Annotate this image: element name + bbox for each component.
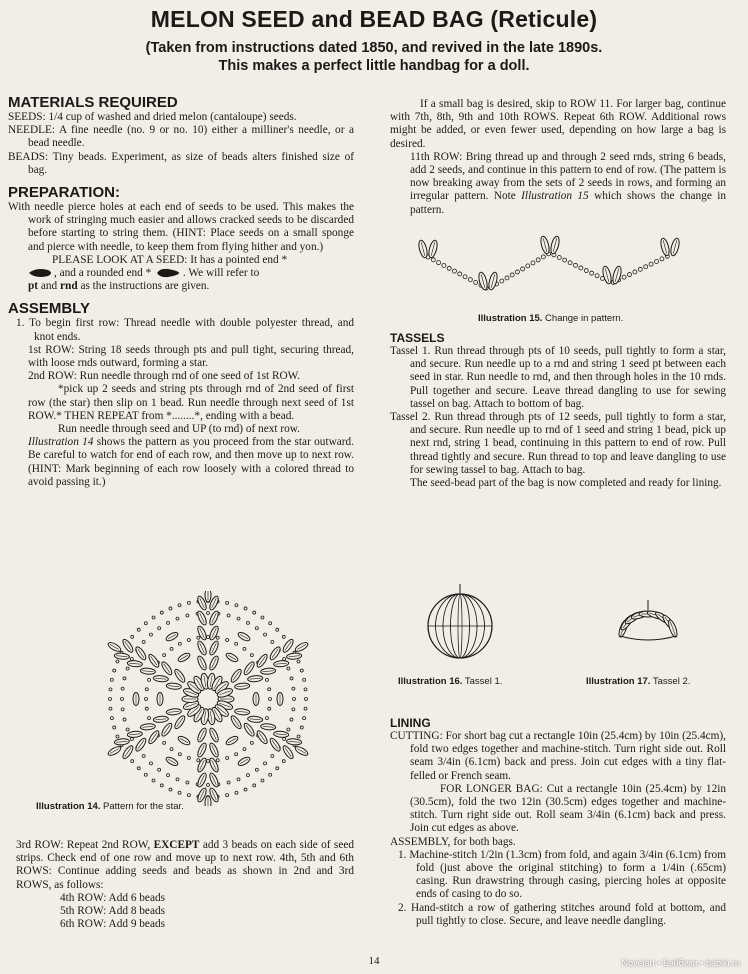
page-title: MELON SEED and BEAD BAG (Reticule)	[150, 6, 598, 32]
left-column	[8, 94, 355, 931]
illustration-14-caption: Illustration 14. Pattern for the star.	[36, 801, 184, 812]
materials-seeds: SEEDS: 1/4 cup of washed and dried melon (cantaloupe) seeds.	[8, 111, 297, 123]
star-pattern-drawing	[98, 591, 318, 806]
row5-item: 5th ROW: Add 8 beads	[60, 905, 166, 918]
lining-step-2: 2. Hand-stitch a row of gathering stitches around fold at bottom, and pull tightly to close. Secure, and leave needle dangling.	[398, 901, 726, 927]
lining-heading: LINING	[390, 716, 431, 730]
tassel-2-drawing	[612, 600, 684, 644]
seed-icon	[154, 268, 180, 278]
assembly-row-2c: Run needle through seed and UP (to rnd) of next row.	[58, 423, 300, 436]
illustration-17	[612, 600, 684, 644]
illustration-14	[98, 591, 318, 806]
tassel-2-text: Tassel 2. Run thread through pts of 12 seeds, pull tightly to form a star, and secure. Run needle up to rnd of 1 seed and string 1 bead, pick up next rnd, string 1 bead, continuing in this pattern to end of row. Pull thread tightly and secure. Run thread to top and leave dangling to use for sewing tassel to bag. Attach to bag.	[390, 411, 726, 476]
tassel-1-text: Tassel 1. Run thread through pts of 10 seeds, pull tightly to form a star, and secure. Run needle up to a rnd and string 1 seed pt between each seed in star. Run needle to rnd, and then through holes in the 10 rnds. Pull together and secure. Leave thread dangling to use for sewing tassel on bag. Attach to bottom of bag.	[390, 345, 726, 410]
subtitle-line-1: (Taken from instructions dated 1850, and revived in the late 1890s.	[145, 40, 603, 56]
illustration-16	[420, 582, 500, 662]
subtitle-line-2: This makes a perfect little handbag for a doll.	[218, 58, 530, 74]
materials-heading: MATERIALS REQUIRED	[8, 94, 178, 111]
tassels-heading: TASSELS	[390, 331, 445, 345]
illustration-16-caption: Illustration 16. Tassel 1.	[398, 676, 503, 687]
lining-step-1: 1. Machine-stitch 1/2in (1.3cm) from fold, and again 3/4in (6.1cm) from fold (just above the original stitching) to form a 1/4in (.65cm) casing. Run drawstring through casing, piercing holes at opposite ends of casing to do so.	[398, 848, 726, 901]
lining-cutting: CUTTING: For short bag cut a rectangle 10in (25.4cm) by 10in (25.4cm), fold two edges together and machine-stitch. Turn right side out. Roll seam 3/4in (6.1cm) back and press. Join cut edges with a tiny flat-felled or French seam.	[390, 730, 726, 782]
watermark: Novelart • Бэйбики • babiki.ru	[621, 958, 740, 968]
lining-assembly: ASSEMBLY, for both bags.	[390, 835, 516, 848]
lining-section	[390, 716, 726, 928]
tassels-complete-text: The seed-bead part of the bag is now completed and ready for lining.	[410, 477, 722, 490]
row4-item: 4th ROW: Add 6 beads	[60, 891, 166, 904]
preparation-seed-note: PLEASE LOOK AT A SEED: It has a pointed end * , and a rounded end * . We will refer to pt and rnd as the instructions are given.	[28, 253, 288, 293]
row-options-text: If a small bag is desired, skip to ROW 11. For larger bag, continue with 7th, 8th, 9th and 10th ROWS. Repeat 6th ROW. Additional rows might be added, or even fewer used, depending on how large a bag is desired.	[390, 98, 726, 150]
tassel-1-drawing	[420, 582, 500, 662]
assembly-step-1: 1. To begin first row: Thread needle with double polyester thread, and knot ends.	[16, 317, 354, 343]
illustration-15-caption: Illustration 15. Change in pattern.	[478, 313, 624, 324]
row3-text: 3rd ROW: Repeat 2nd ROW, EXCEPT add 3 beads on each side of seed strips. Check end of one row and move up to next row. 4th, 5th and 6th ROWS: Continue adding seeds and beads as shown in 2nd and 3rd ROWS, as follows:	[16, 839, 355, 891]
lining-longer: FOR LONGER BAG: Cut a rectangle 10in (25.4cm) by 12in (30.5cm), fold the two 12in (30.5cm) edges together and machine-stitch. Turn right side out. Roll seam 3/4in (6.1cm) back and press. Join cut edges as above.	[410, 782, 726, 835]
page-number: 14	[368, 955, 380, 967]
right-column	[390, 98, 726, 217]
illustration-17-caption: Illustration 17. Tassel 2.	[586, 676, 691, 687]
row6-item: 6th ROW: Add 9 beads	[60, 918, 166, 931]
page-subtitle	[0, 39, 748, 75]
pattern-change-drawing	[400, 225, 700, 305]
materials-needle: NEEDLE: A fine needle (no. 9 or no. 10) either a milliner's needle, or a bead needle.	[8, 124, 354, 150]
assembly-row-2d: Illustration 14 shows the pattern as you proceed from the star outward. Be careful to watch for end of each row, and then move up to next row. (HINT: Mark beginning of each row loosely with a colored thread to avoid passing it.)	[28, 436, 354, 488]
assembly-row-2: 2nd ROW: Run needle through rnd of one seed of 1st ROW.	[28, 370, 301, 383]
seed-icon	[28, 268, 54, 278]
assembly-row-2b: *pick up 2 seeds and string pts through rnd of 2nd seed of first row (the star) then slip on 1 bead. Run needle through next seed of 1st ROW.* THEN REPEAT from *........*, ending with a bead.	[28, 383, 354, 422]
materials-beads: BEADS: Tiny beads. Experiment, as size of beads alters finished size of bag.	[8, 150, 354, 176]
preparation-text: With needle pierce holes at each end of seeds to be used. This makes the work of stringing much easier and allows cracked seeds to be discarded before starting to string them. (HINT: Place seeds on a small sponge and pierce with needle, to keep them from flying hither and yon.)	[8, 201, 354, 253]
illustration-15	[400, 225, 700, 305]
tassels-section	[390, 331, 726, 490]
assembly-row-1: 1st ROW: String 18 seeds through pts and pull tight, securing thread, with loose rnds outward, forming a star.	[28, 343, 354, 370]
row3-block	[16, 839, 354, 931]
preparation-heading: PREPARATION:	[8, 184, 120, 202]
row-11-text: 11th ROW: Bring thread up and through 2 seed rnds, string 6 beads, add 2 seeds, and continue in this pattern to end of row. (The pattern is now breaking away from the sets of 2 seeds in rows, and forming an irregular pattern. Note Illustration 15 which shows the change in pattern.	[410, 150, 726, 216]
assembly-heading: ASSEMBLY	[8, 300, 90, 318]
